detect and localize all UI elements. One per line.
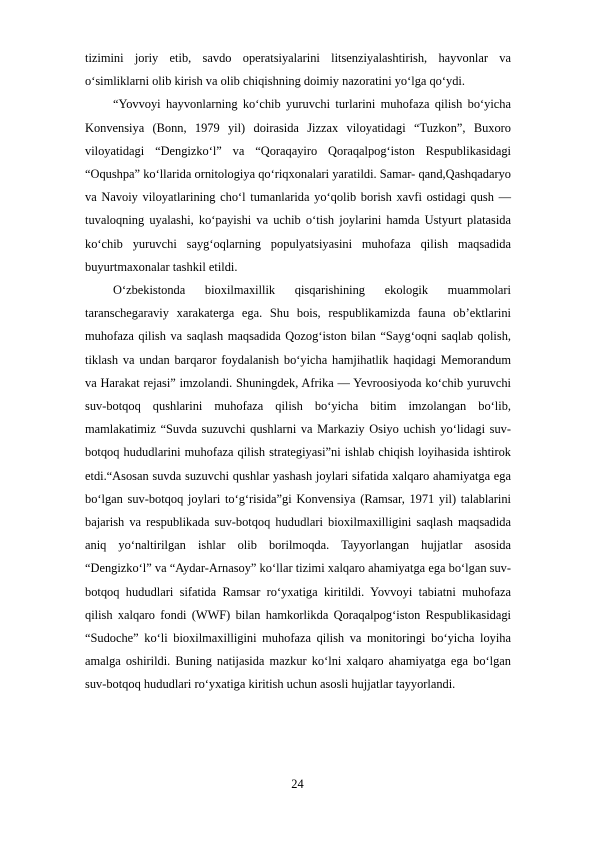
body-text [85, 47, 511, 697]
page-number: 24 [291, 777, 304, 791]
paragraph-continuation: tizimini joriy etib, savdo operatsiyalarini litsenziyalashtirish, hayvonlar va o‘simliklarni olib kirish va olib chiqishning doimiy nazoratini yo‘lga qo‘ydi. [85, 51, 511, 89]
paragraph-transboundary-issues: O‘zbekistonda bioxilmaxillik qisqarishining ekologik muammolari taranschegaraviy xarakaterga ega. Shu bois, respublikamizda fauna ob’ektlarini muhofaza qilish va saqlash maqsadida Qozog‘iston bilan “Sayg‘oqni saqlab qolish, tiklash va undan barqaror foydalanish bo‘yicha hamjihatlik haqidagi Memorandum va Harakat rejasi” imzolandi. Shuningdek, Afrika — Yevroosiyoda ko‘chib yuruvchi suv-botqoq qushlarini muhofaza qilish bo‘yicha bitim imzolangan bo‘lib, mamlakatimiz “Suvda suzuvchi qushlarni va Markaziy Osiyo uchish yo‘lidagi suv-botqoq hududlarini muhofaza qilish strategiyasi”ni ishlab chiqish loyihasida ishtirok etdi.“Asosan suvda suzuvchi qushlar yashash joylari sifatida xalqaro ahamiyatga ega bo‘lgan suv-botqoq joylari to‘g‘risida”gi Konvensiya (Ramsar, 1971 yil) talablarini bajarish va respublikada suv-botqoq hududlari bioxilmaxilligini saqlash maqsadida aniq yo‘naltirilgan ishlar olib borilmoqda. Tayyorlangan hujjatlar asosida “Dengizko‘l” va “Aydar-Arnasoy” ko‘llar tizimi xalqaro ahamiyatga ega bo‘lgan suv-botqoq hududlari sifatida Ramsar ro‘yxatiga kiritildi. Yovvoyi tabiatni muhofaza qilish xalqaro fondi (WWF) bilan hamkorlikda Qoraqalpog‘iston Respublikasidagi “Sudoche” ko‘li bioxilmaxilligini muhofaza qilish va monitoringi bo‘yicha loyiha amalga oshirildi. Buning natijasida mazkur ko‘lni xalqaro ahamiyatga ega bo‘lgan suv-botqoq hududlari ro‘yxatiga kiritish uchun asosli hujjatlar tayyorlandi. [85, 283, 511, 692]
paragraph-bonn-convention: “Yovvoyi hayvonlarning ko‘chib yuruvchi turlarini muhofaza qilish bo‘yicha Konvensiya (Bonn, 1979 yil) doirasida Jizzax viloyatidagi “Tuzkon”, Buxoro viloyatidagi “Dengizko‘l” va “Qoraqayiro Qoraqalpog‘iston Respublikasidagi “Oqushpa” ko‘llarida ornitologiya qo‘riqxonalari yaratildi. Samar- qand,Qashqadaryo va Navoiy viloyatlarining cho‘l tumanlarida yo‘qolib borish xavfi ostidagi qush — tuvaloqning uyalashi, ko‘payishi va uchib o‘tish joylarini hamda Ustyurt platasida ko‘chib yuruvchi sayg‘oqlarning populyatsiyasini muhofaza qilish maqsadida buyurtmaxonalar tashkil etildi. [85, 97, 511, 274]
